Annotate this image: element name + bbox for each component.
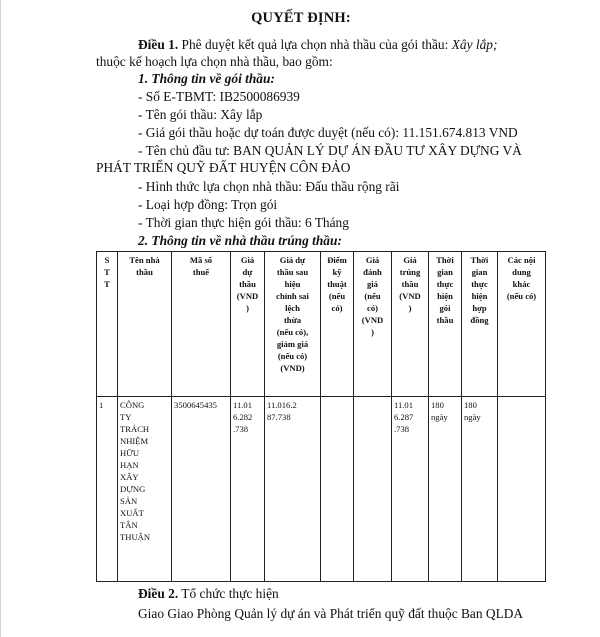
- header-other: Các nội dung khác (nếu có): [498, 252, 546, 397]
- article2-text: Tổ chức thực hiện: [178, 586, 279, 601]
- item-investor: - Tên chủ đầu tư: BAN QUẢN LÝ DỰ ÁN ĐẦU TƯ XÂY DỰNG VÀ: [138, 143, 522, 158]
- header-tax-code: Mã số thuế: [172, 252, 231, 397]
- cell-package-duration: 180 ngày: [429, 397, 462, 582]
- article1-line2: thuộc kế hoạch lựa chọn nhà thầu, bao gồm:: [96, 54, 333, 69]
- header-stt: S T T: [97, 252, 118, 397]
- header-tech-score: Điểm kỹ thuật (nếu có): [321, 252, 354, 397]
- header-package-duration: Thời gian thực hiện gói thầu: [429, 252, 462, 397]
- item-package-price: - Giá gói thầu hoặc dự toán được duyệt (nếu có): 11.151.674.813 VND: [138, 125, 518, 140]
- table-row: [97, 397, 546, 582]
- item-etbmt: - Số E-TBMT: IB2500086939: [138, 89, 300, 104]
- article2-line2: Giao Giao Phòng Quản lý dự án và Phát triển quỹ đất thuộc Ban QLDA: [138, 606, 524, 621]
- cell-evaluated-price: [354, 397, 392, 582]
- article1-line: [138, 37, 497, 53]
- header-evaluated-price: Giá đánh giá (nếu có) (VND ): [354, 252, 392, 397]
- table-header-row: [97, 252, 546, 397]
- cell-tax-code: 3500645435: [172, 397, 231, 582]
- cell-adjusted-price: 11.016.2 87.738: [265, 397, 321, 582]
- cell-other: [498, 397, 546, 582]
- header-contract-duration: Thời gian thực hiện hợp đồng: [462, 252, 498, 397]
- item-contract-type: - Loại hợp đồng: Trọn gói: [138, 197, 278, 212]
- header-bid-price: Giá dự thầu (VND ): [231, 252, 265, 397]
- article1-label: Điều 1.: [138, 37, 179, 52]
- cell-bid-price: 11.01 6.282 .738: [231, 397, 265, 582]
- article1-text: Phê duyệt kết quả lựa chọn nhà thầu của gói thầu:: [178, 37, 452, 52]
- section1-title: 1. Thông tin về gói thầu:: [138, 71, 275, 86]
- winner-table: [96, 251, 546, 582]
- header-winning-price: Giá trúng thầu (VND ): [392, 252, 429, 397]
- cell-tech-score: [321, 397, 354, 582]
- header-contractor-name: Tên nhà thầu: [118, 252, 172, 397]
- cell-stt: 1: [97, 397, 118, 582]
- item-selection-method: - Hình thức lựa chọn nhà thầu: Đấu thầu rộng rãi: [138, 179, 400, 194]
- section2-title: 2. Thông tin về nhà thầu trúng thầu:: [138, 233, 342, 248]
- cell-contractor-name: CÔNG TY TRÁCH NHIỆM HỮU HẠN XÂY DỰNG SẢN XUẤT TÂN THUẬN: [118, 397, 172, 582]
- article1-package: Xây lắp;: [451, 37, 498, 52]
- decision-title: QUYẾT ĐỊNH:: [251, 10, 351, 26]
- item-investor-cont: PHÁT TRIỂN QUỸ ĐẤT HUYỆN CÔN ĐẢO: [96, 160, 351, 175]
- cell-winning-price: 11.01 6.287 .738: [392, 397, 429, 582]
- cell-contract-duration: 180 ngày: [462, 397, 498, 582]
- item-package-name: - Tên gói thầu: Xây lắp: [138, 107, 263, 122]
- item-duration: - Thời gian thực hiện gói thầu: 6 Tháng: [138, 215, 349, 230]
- article2-label: Điều 2.: [138, 586, 179, 601]
- article2-line: [138, 586, 279, 602]
- clipped-previous-line: [131, 0, 471, 2]
- header-adjusted-price: Giá dự thầu sau hiệu chỉnh sai lệch thừa (nếu có), giảm giá (nếu có) (VND): [265, 252, 321, 397]
